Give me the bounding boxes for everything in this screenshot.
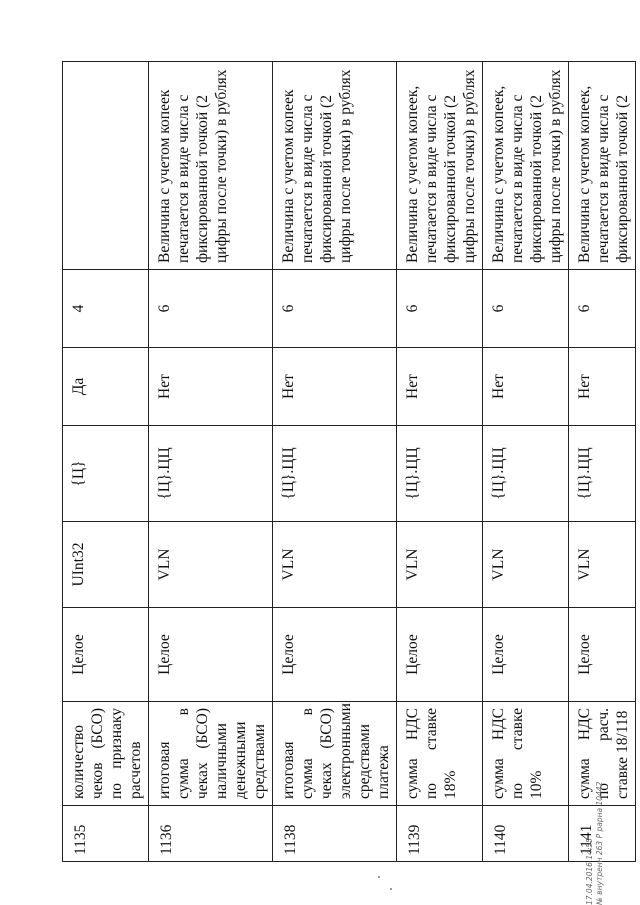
required-cell: Нет (273, 348, 397, 426)
required-cell: Нет (149, 348, 273, 426)
table-row (63, 62, 149, 862)
name-cell: итоговая сумма в чеках (БСО) наличными денежными средствами (149, 702, 273, 806)
format-cell: UInt32 (63, 522, 149, 608)
tag-cell: 1139 (397, 806, 483, 862)
type-cell: Целое (149, 608, 273, 702)
stamp-line-2: № внутренн 263 Р рарна 10442 (595, 781, 604, 905)
note-cell: Величина с учетом копеек печатается в виде числа с фиксированной точкой (2 цифры после точки) в рублях (273, 62, 397, 270)
format-cell: VLN (149, 522, 273, 608)
length-cell: 6 (483, 270, 569, 348)
tag-cell: 1136 (149, 806, 273, 862)
format-cell: VLN (397, 522, 483, 608)
required-cell: Да (63, 348, 149, 426)
pattern-cell: {Ц}.ЦЦ (483, 426, 569, 522)
required-cell: Нет (397, 348, 483, 426)
tag-cell: 1141 (569, 806, 636, 862)
tag-cell: 1140 (483, 806, 569, 862)
pattern-cell: {Ц} (63, 426, 149, 522)
length-cell: 6 (569, 270, 636, 348)
format-cell: VLN (483, 522, 569, 608)
pattern-cell: {Ц}.ЦЦ (149, 426, 273, 522)
fields-table (62, 61, 636, 862)
type-cell: Целое (569, 608, 636, 702)
registration-stamp (585, 735, 605, 905)
required-cell: Нет (483, 348, 569, 426)
stamp-line-1: 17.04.2016 14:55 (585, 838, 594, 905)
table-row (397, 62, 483, 862)
note-cell: Величина с учетом копеек, печатается в виде числа с фиксированной точкой (2 (569, 62, 636, 270)
name-cell: сумма НДС по расч. ставке 18/118 (569, 702, 636, 806)
name-cell: сумма НДС по ставке 10% (483, 702, 569, 806)
tag-cell: 1138 (273, 806, 397, 862)
table-row (149, 62, 273, 862)
type-cell: Целое (483, 608, 569, 702)
table-row (483, 62, 569, 862)
table-row (273, 62, 397, 862)
length-cell: 4 (63, 270, 149, 348)
note-cell (63, 62, 149, 270)
name-cell: количество чеков (БСО) по признаку расчетов (63, 702, 149, 806)
scan-speck (378, 876, 380, 878)
note-cell: Величина с учетом копеек, печатается в виде числа с фиксированной точкой (2 цифры после точки) в рублях (397, 62, 483, 270)
name-cell: итоговая сумма в чеках (БСО) электронными средствами платежа (273, 702, 397, 806)
name-cell: сумма НДС по ставке 18% (397, 702, 483, 806)
type-cell: Целое (397, 608, 483, 702)
required-cell: Нет (569, 348, 636, 426)
scan-speck (390, 888, 392, 890)
format-cell: VLN (273, 522, 397, 608)
length-cell: 6 (273, 270, 397, 348)
note-cell: Величина с учетом копеек печатается в виде числа с фиксированной точкой (2 цифры после точки) в рублях (149, 62, 273, 270)
length-cell: 6 (149, 270, 273, 348)
note-cell: Величина с учетом копеек, печатается в виде числа с фиксированной точкой (2 цифры после точки) в рублях (483, 62, 569, 270)
type-cell: Целое (63, 608, 149, 702)
tag-cell: 1135 (63, 806, 149, 862)
format-cell: VLN (569, 522, 636, 608)
pattern-cell: {Ц}.ЦЦ (569, 426, 636, 522)
pattern-cell: {Ц}.ЦЦ (273, 426, 397, 522)
type-cell: Целое (273, 608, 397, 702)
pattern-cell: {Ц}.ЦЦ (397, 426, 483, 522)
length-cell: 6 (397, 270, 483, 348)
